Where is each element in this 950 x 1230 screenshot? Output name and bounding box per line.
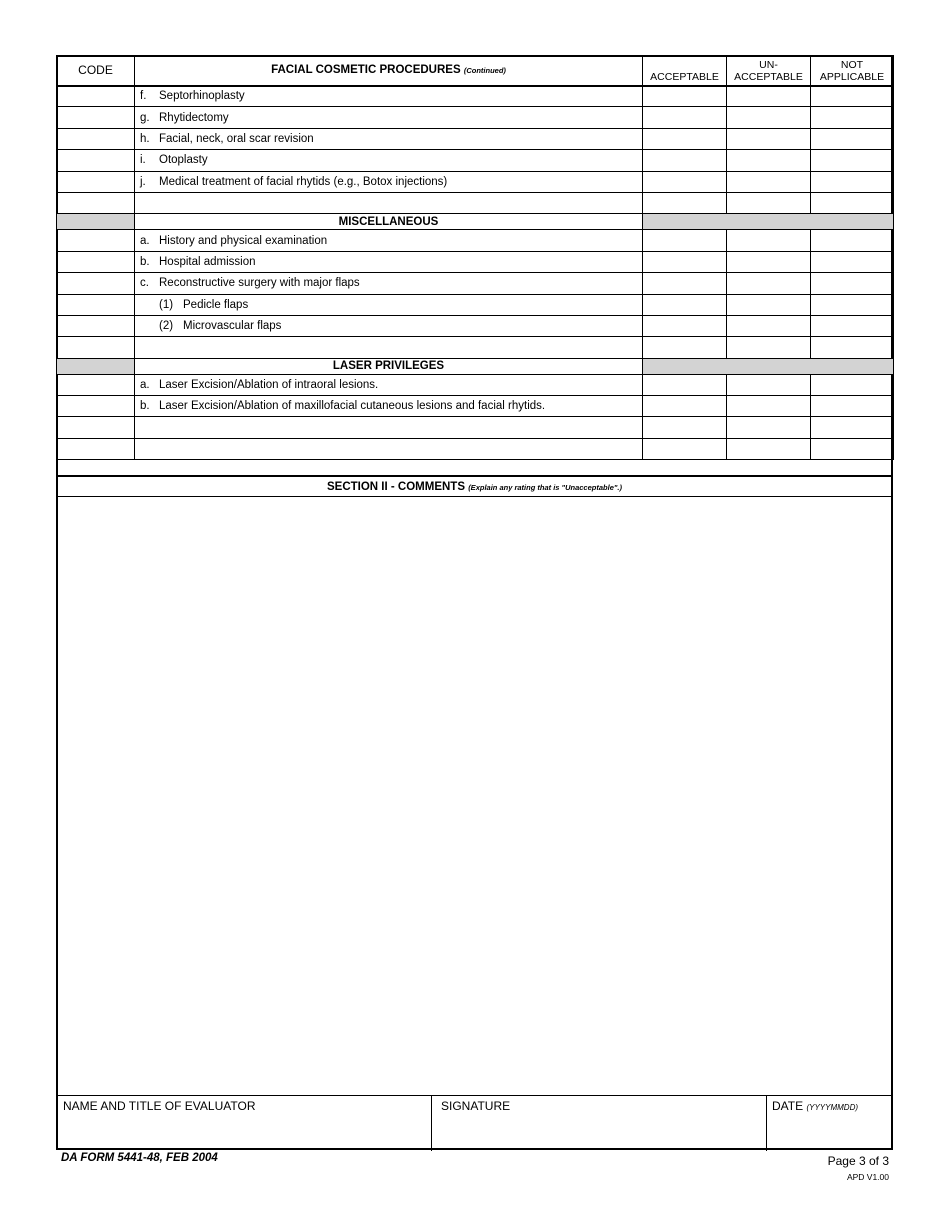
shaded-cell — [57, 214, 135, 230]
acceptable-cell[interactable] — [643, 128, 727, 149]
unacceptable-label-2: ACCEPTABLE — [734, 70, 803, 83]
procedure-subitem — [135, 294, 643, 315]
unacceptable-header — [727, 56, 811, 86]
code-field[interactable] — [57, 396, 135, 417]
item-label: j. — [140, 175, 146, 188]
code-field[interactable] — [57, 251, 135, 272]
page-number: Page 3 of 3 — [827, 1154, 889, 1168]
unacceptable-cell[interactable] — [727, 192, 811, 213]
facial-procedures-title: FACIAL COSMETIC PROCEDURES — [271, 64, 461, 77]
procedure-item — [135, 171, 643, 192]
table-row — [57, 251, 894, 272]
procedure-item — [135, 273, 643, 294]
unacceptable-cell[interactable] — [727, 171, 811, 192]
not-applicable-cell[interactable] — [811, 192, 894, 213]
unacceptable-cell[interactable] — [727, 273, 811, 294]
unacceptable-cell[interactable] — [727, 417, 811, 438]
procedure-item — [135, 374, 643, 395]
procedure-item — [135, 107, 643, 128]
not-applicable-cell[interactable] — [811, 230, 894, 251]
evaluation-form — [56, 55, 893, 1150]
signature-field[interactable] — [432, 1096, 767, 1151]
section-ii-header — [58, 475, 891, 497]
item-label: i. — [140, 154, 146, 167]
shaded-cell — [57, 358, 135, 374]
unacceptable-cell[interactable] — [727, 294, 811, 315]
code-field[interactable] — [57, 294, 135, 315]
acceptable-label: ACCEPTABLE — [650, 70, 719, 83]
procedure-item — [135, 230, 643, 251]
table-row — [57, 150, 894, 171]
date-field[interactable] — [767, 1096, 891, 1151]
not-applicable-cell[interactable] — [811, 150, 894, 171]
continued-note: (Continued) — [463, 66, 506, 76]
unacceptable-cell[interactable] — [727, 86, 811, 107]
date-label: DATE — [772, 1099, 804, 1113]
procedure-item — [135, 86, 643, 107]
item-text: Rhytidectomy — [159, 111, 229, 124]
code-field[interactable] — [57, 171, 135, 192]
unacceptable-cell[interactable] — [727, 438, 811, 459]
unacceptable-cell[interactable] — [727, 150, 811, 171]
acceptable-cell[interactable] — [643, 192, 727, 213]
not-applicable-cell[interactable] — [811, 273, 894, 294]
procedure-item — [135, 150, 643, 171]
acceptable-cell[interactable] — [643, 273, 727, 294]
table-row — [57, 396, 894, 417]
item-label: f. — [140, 90, 147, 103]
acceptable-cell[interactable] — [643, 438, 727, 459]
not-applicable-cell[interactable] — [811, 171, 894, 192]
table-row — [57, 315, 894, 336]
table-row — [57, 230, 894, 251]
unacceptable-cell[interactable] — [727, 374, 811, 395]
comments-area[interactable] — [58, 497, 891, 1095]
code-field[interactable] — [57, 273, 135, 294]
table-row — [57, 86, 894, 107]
item-text: Microvascular flaps — [183, 320, 282, 333]
acceptable-cell[interactable] — [643, 417, 727, 438]
unacceptable-cell[interactable] — [727, 315, 811, 336]
blank-item-field[interactable] — [135, 438, 643, 459]
not-applicable-cell[interactable] — [811, 337, 894, 358]
code-header: CODE — [57, 56, 135, 86]
blank-item-field[interactable] — [135, 192, 643, 213]
unacceptable-cell[interactable] — [727, 128, 811, 149]
table-row — [57, 273, 894, 294]
item-label: g. — [140, 111, 150, 124]
not-applicable-label-1: NOT — [840, 58, 864, 71]
code-field[interactable] — [57, 192, 135, 213]
acceptable-cell[interactable] — [643, 86, 727, 107]
misc-section-header — [57, 214, 894, 230]
not-applicable-cell[interactable] — [811, 128, 894, 149]
form-identifier: DA FORM 5441-48, FEB 2004 — [61, 1152, 218, 1164]
acceptable-cell[interactable] — [643, 294, 727, 315]
unacceptable-cell[interactable] — [727, 251, 811, 272]
acceptable-cell[interactable] — [643, 251, 727, 272]
code-field[interactable] — [57, 150, 135, 171]
item-text: Laser Excision/Ablation of intraoral lesions. — [159, 378, 379, 391]
not-applicable-label-2: APPLICABLE — [819, 70, 885, 83]
shaded-cell — [643, 358, 894, 374]
code-field[interactable] — [57, 107, 135, 128]
not-applicable-cell[interactable] — [811, 251, 894, 272]
item-label: c. — [140, 277, 149, 290]
item-text: Facial, neck, oral scar revision — [159, 132, 314, 145]
evaluator-name-label: NAME AND TITLE OF EVALUATOR — [63, 1099, 256, 1113]
procedure-item — [135, 128, 643, 149]
item-text: Medical treatment of facial rhytids (e.g., Botox injections) — [159, 175, 448, 188]
item-label: (2) — [159, 320, 174, 333]
acceptable-cell[interactable] — [643, 171, 727, 192]
acceptable-cell[interactable] — [643, 315, 727, 336]
code-field[interactable] — [57, 374, 135, 395]
code-field[interactable] — [57, 128, 135, 149]
unacceptable-cell[interactable] — [727, 396, 811, 417]
table-row — [57, 171, 894, 192]
section-ii-note: (Explain any rating that is "Unacceptable".) — [468, 483, 622, 492]
not-applicable-header — [811, 56, 894, 86]
section-ii-title: SECTION II - COMMENTS — [326, 481, 465, 493]
acceptable-cell[interactable] — [643, 374, 727, 395]
unacceptable-label-1: UN- — [759, 58, 778, 71]
acceptable-cell[interactable] — [643, 337, 727, 358]
code-field[interactable] — [57, 438, 135, 459]
code-field[interactable] — [57, 86, 135, 107]
date-format-hint: (YYYYMMDD) — [806, 1103, 859, 1112]
code-field[interactable] — [57, 230, 135, 251]
item-text: Hospital admission — [159, 255, 256, 268]
blank-item-field[interactable] — [135, 337, 643, 358]
code-field[interactable] — [57, 417, 135, 438]
item-text: Reconstructive surgery with major flaps — [159, 277, 360, 290]
procedure-item — [135, 251, 643, 272]
misc-title: MISCELLANEOUS — [135, 214, 643, 230]
blank-item-field[interactable] — [135, 417, 643, 438]
not-applicable-cell[interactable] — [811, 315, 894, 336]
table-header — [57, 56, 894, 86]
procedures-table — [56, 55, 894, 460]
not-applicable-cell[interactable] — [811, 396, 894, 417]
table-row — [57, 374, 894, 395]
item-text: Septorhinoplasty — [159, 90, 245, 103]
item-text: Laser Excision/Ablation of maxillofacial cutaneous lesions and facial rhytids. — [159, 400, 546, 413]
table-row-blank — [57, 438, 894, 459]
acceptable-header — [643, 56, 727, 86]
item-label: b. — [140, 255, 150, 268]
table-row-blank — [57, 337, 894, 358]
unacceptable-cell[interactable] — [727, 337, 811, 358]
not-applicable-cell[interactable] — [811, 107, 894, 128]
acceptable-cell[interactable] — [643, 150, 727, 171]
code-field[interactable] — [57, 337, 135, 358]
procedure-item — [135, 396, 643, 417]
table-row-blank — [57, 417, 894, 438]
version-label: APD V1.00 — [846, 1172, 889, 1182]
not-applicable-cell[interactable] — [811, 438, 894, 459]
item-text: History and physical examination — [159, 234, 328, 247]
item-text: Pedicle flaps — [183, 298, 249, 311]
signature-block — [58, 1095, 891, 1151]
item-label: b. — [140, 400, 150, 413]
table-row-blank — [57, 192, 894, 213]
item-label: h. — [140, 132, 150, 145]
item-label: a. — [140, 378, 150, 391]
table-row — [57, 294, 894, 315]
not-applicable-cell[interactable] — [811, 417, 894, 438]
laser-title: LASER PRIVILEGES — [135, 358, 643, 374]
table-row — [57, 128, 894, 149]
acceptable-cell[interactable] — [643, 396, 727, 417]
not-applicable-cell[interactable] — [811, 374, 894, 395]
evaluator-name-field[interactable] — [58, 1096, 432, 1151]
acceptable-cell[interactable] — [643, 107, 727, 128]
item-text: Otoplasty — [159, 154, 208, 167]
unacceptable-cell[interactable] — [727, 107, 811, 128]
code-field[interactable] — [57, 315, 135, 336]
signature-label: SIGNATURE — [441, 1099, 511, 1113]
not-applicable-cell[interactable] — [811, 294, 894, 315]
acceptable-cell[interactable] — [643, 230, 727, 251]
table-row — [57, 107, 894, 128]
item-label: (1) — [159, 298, 174, 311]
not-applicable-cell[interactable] — [811, 86, 894, 107]
shaded-cell — [643, 214, 894, 230]
unacceptable-cell[interactable] — [727, 230, 811, 251]
procedure-subitem — [135, 315, 643, 336]
laser-section-header — [57, 358, 894, 374]
item-label: a. — [140, 234, 150, 247]
facial-procedures-header — [135, 56, 643, 86]
